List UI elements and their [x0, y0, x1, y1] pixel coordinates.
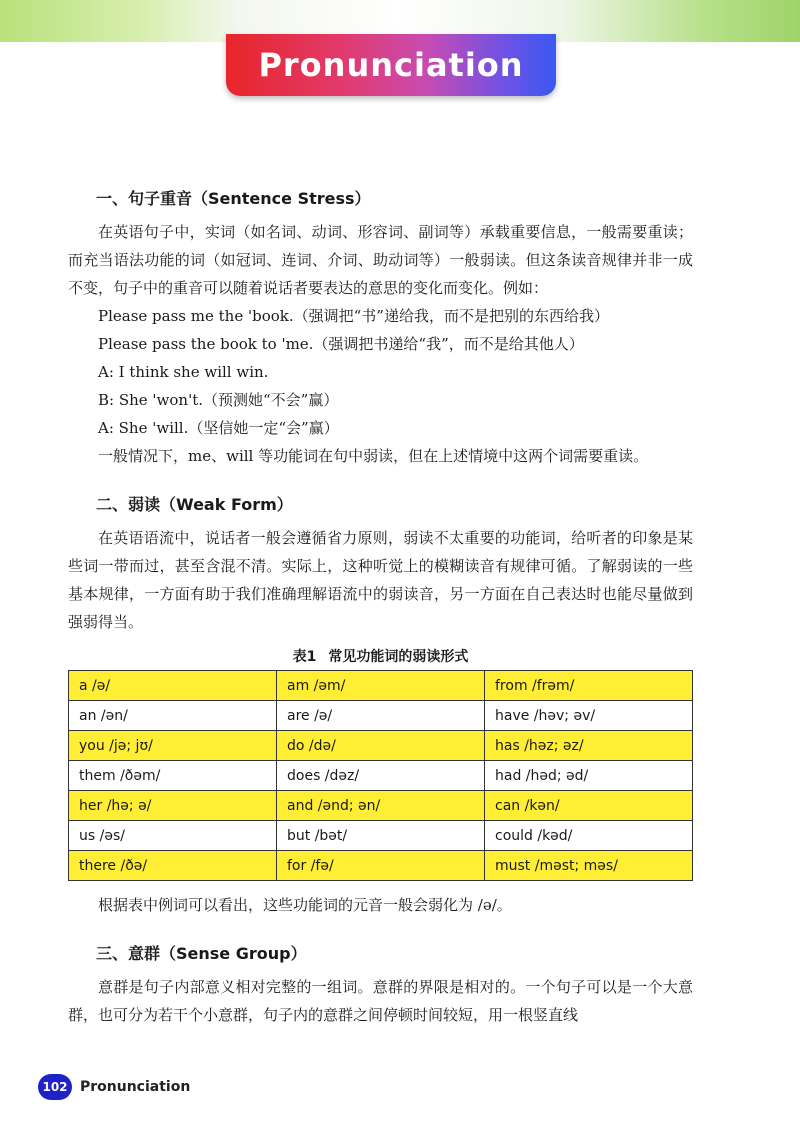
table-row — [69, 851, 693, 881]
example-sentence: A: She 'will.（坚信她一定“会”赢） — [98, 419, 339, 437]
table-cell: us /əs/ — [69, 821, 277, 851]
table-cell: has /həz; əz/ — [485, 731, 693, 761]
table-row — [69, 791, 693, 821]
section-heading: 三、意群（Sense Group） — [96, 944, 307, 963]
table-cell: them /ðəm/ — [69, 761, 277, 791]
table-cell: an /ən/ — [69, 701, 277, 731]
section-sense-group — [68, 941, 693, 1029]
table-cell: and /ənd; ən/ — [277, 791, 485, 821]
table-cell: are /ə/ — [277, 701, 485, 731]
section-heading: 二、弱读（Weak Form） — [96, 495, 293, 514]
table-cell: there /ðə/ — [69, 851, 277, 881]
table-cell: you /jə; jʊ/ — [69, 731, 277, 761]
chapter-title-banner: Pronunciation — [226, 34, 556, 96]
weak-forms-table — [68, 670, 693, 881]
table-cell: could /kəd/ — [485, 821, 693, 851]
table-title: 常见功能词的弱读形式 — [328, 649, 469, 665]
table-cell: her /hə; ə/ — [69, 791, 277, 821]
table-cell: have /həv; əv/ — [485, 701, 693, 731]
table-row — [69, 731, 693, 761]
paragraph: 在英语语流中，说话者一般会遵循省力原则，弱读不太重要的功能词，给听者的印象是某些词一带而过，甚至含混不清。实际上，这种听觉上的模糊读音有规律可循。了解弱读的一些基本规律，一方面有助于我们准确理解语流中的弱读音，另一方面在自己表达时也能尽量做到强弱得当。 — [68, 529, 693, 631]
paragraph: 根据表中例词可以看出，这些功能词的元音一般会弱化为 /ə/。 — [98, 896, 512, 914]
table-cell: does /dəz/ — [277, 761, 485, 791]
table-row — [69, 671, 693, 701]
section-sentence-stress — [68, 186, 693, 470]
table-cell: do /də/ — [277, 731, 485, 761]
section-weak-form — [68, 492, 693, 919]
table-cell: for /fə/ — [277, 851, 485, 881]
footer-label: Pronunciation — [80, 1079, 191, 1095]
example-sentence: Please pass the book to 'me.（强调把书递给“我”，而不是给其他人） — [98, 335, 584, 353]
table-row — [69, 701, 693, 731]
page-footer — [38, 1072, 190, 1102]
paragraph: 在英语句子中，实词（如名词、动词、形容词、副词等）承载重要信息，一般需要重读；而充当语法功能的词（如冠词、连词、介词、助动词等）一般弱读。但这条读音规律并非一成不变，句子中的重音可以随着说话者要表达的意思的变化而变化。例如： — [68, 223, 693, 297]
table-row — [69, 761, 693, 791]
example-sentence: B: She 'won't.（预测她“不会”赢） — [98, 391, 339, 409]
table-cell: can /kən/ — [485, 791, 693, 821]
table-cell: had /həd; əd/ — [485, 761, 693, 791]
example-sentence: A: I think she will win. — [98, 363, 269, 381]
example-sentence: Please pass me the 'book.（强调把“书”递给我，而不是把别的东西给我） — [98, 307, 609, 325]
table-number: 表1 — [292, 649, 317, 665]
table-cell: must /məst; məs/ — [485, 851, 693, 881]
table-cell: from /frəm/ — [485, 671, 693, 701]
table-row — [69, 821, 693, 851]
page-content — [68, 186, 693, 1051]
paragraph: 一般情况下，me、will 等功能词在句中弱读，但在上述情境中这两个词需要重读。 — [98, 447, 649, 465]
table-caption — [68, 646, 693, 666]
section-heading: 一、句子重音（Sentence Stress） — [96, 189, 371, 208]
table-cell: but /bət/ — [277, 821, 485, 851]
table-cell: am /əm/ — [277, 671, 485, 701]
table-cell: a /ə/ — [69, 671, 277, 701]
paragraph: 意群是句子内部意义相对完整的一组词。意群的界限是相对的。一个句子可以是一个大意群，也可分为若干个小意群，句子内的意群之间停顿时间较短，用一根竖直线 — [68, 978, 693, 1024]
page-number-badge: 102 — [38, 1074, 72, 1100]
